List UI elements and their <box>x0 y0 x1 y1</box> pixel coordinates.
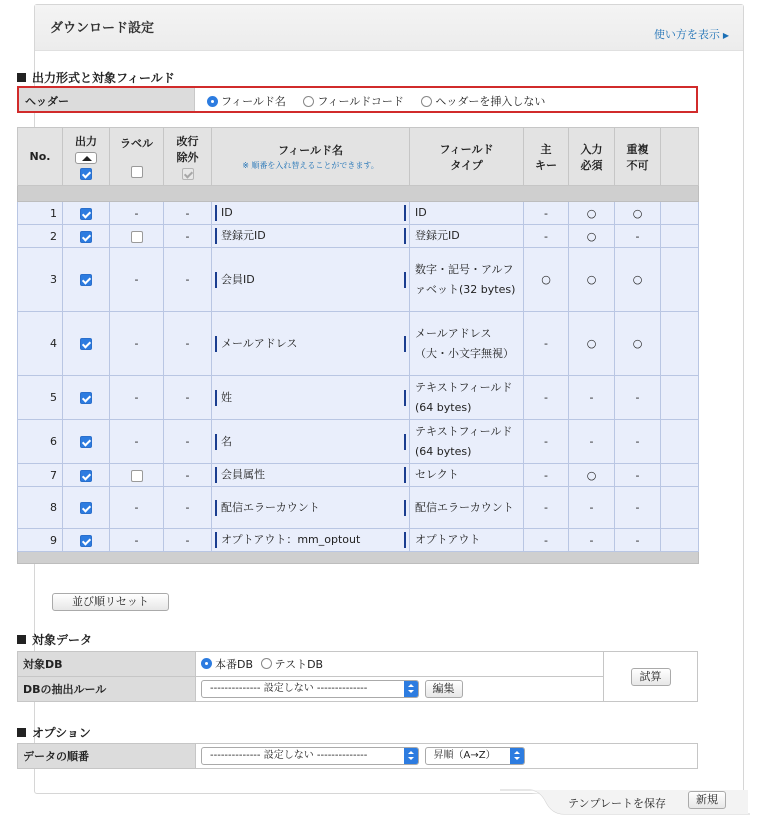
label-cell: - <box>110 420 164 464</box>
label-cell <box>110 464 164 487</box>
row-no: 2 <box>18 225 63 248</box>
table-row <box>18 376 699 420</box>
required-cell: ○ <box>569 312 615 376</box>
field-type-cell: オプトアウト <box>410 529 524 552</box>
order-cell <box>196 744 698 769</box>
target-section-title: 対象データ <box>17 631 92 648</box>
output-checkbox[interactable] <box>80 274 92 286</box>
field-type-cell: メールアドレス（大・小文字無視） <box>410 312 524 376</box>
field-name[interactable]: 登録元ID <box>215 228 406 244</box>
spacer-cell <box>661 312 699 376</box>
field-name[interactable]: 配信エラーカウント <box>215 500 406 516</box>
field-name-cell[interactable] <box>212 202 410 225</box>
col-primary-key: 主 キー <box>524 128 569 186</box>
option-section-title: オプション <box>17 724 91 741</box>
primary-key-cell: ○ <box>524 248 569 312</box>
row-no: 8 <box>18 487 63 529</box>
output-cell <box>63 529 110 552</box>
table-subheader <box>18 186 699 202</box>
option-table <box>17 743 698 769</box>
row-no: 4 <box>18 312 63 376</box>
field-name[interactable]: 会員ID <box>215 272 406 288</box>
sort-up-icon[interactable] <box>75 152 97 164</box>
label-cell: - <box>110 376 164 420</box>
col-label: ラベル <box>110 128 164 186</box>
linebreak-cell: - <box>164 464 212 487</box>
linebreak-cell: - <box>164 376 212 420</box>
header-radio-group <box>207 93 559 110</box>
label-cell: - <box>110 312 164 376</box>
target-db-cell <box>196 652 604 677</box>
output-checkbox[interactable] <box>80 436 92 448</box>
target-data-table <box>17 651 698 702</box>
output-cell <box>63 464 110 487</box>
spacer-cell <box>661 225 699 248</box>
field-type-cell: セレクト <box>410 464 524 487</box>
panel-title: ダウンロード設定 <box>50 21 155 36</box>
unique-cell: - <box>615 464 661 487</box>
spacer-cell <box>661 420 699 464</box>
field-name-cell[interactable] <box>212 529 410 552</box>
field-name-cell[interactable] <box>212 420 410 464</box>
help-link[interactable]: 使い方を表示 ▶ <box>653 28 729 41</box>
spacer-cell <box>661 202 699 225</box>
field-name[interactable]: オプトアウト：mm_optout <box>215 532 406 548</box>
order-field-select[interactable]: -------------- 設定しない -------------- <box>201 747 419 765</box>
output-cell <box>63 376 110 420</box>
unique-cell: - <box>615 225 661 248</box>
field-name-cell[interactable] <box>212 487 410 529</box>
linebreak-all-checkbox <box>182 168 194 180</box>
required-cell: - <box>569 420 615 464</box>
radio-db-test[interactable]: テストDB <box>261 656 324 672</box>
unique-cell: ○ <box>615 248 661 312</box>
required-cell: - <box>569 529 615 552</box>
linebreak-cell: - <box>164 312 212 376</box>
col-output: 出力 <box>63 128 110 186</box>
output-cell <box>63 202 110 225</box>
field-type-cell: ID <box>410 202 524 225</box>
primary-key-cell: - <box>524 376 569 420</box>
header-setting-row <box>17 86 698 113</box>
row-no: 6 <box>18 420 63 464</box>
table-footer <box>18 552 699 564</box>
header-label: ヘッダー <box>19 88 195 111</box>
output-checkbox[interactable] <box>80 392 92 404</box>
field-type-cell: 数字・記号・アルファベット(32 bytes) <box>410 248 524 312</box>
chevron-updown-icon <box>404 681 418 697</box>
linebreak-cell: - <box>164 529 212 552</box>
output-checkbox[interactable] <box>80 502 92 514</box>
output-cell <box>63 487 110 529</box>
rule-label: DBの抽出ルール <box>18 677 196 702</box>
unique-cell: - <box>615 529 661 552</box>
primary-key-cell: - <box>524 529 569 552</box>
field-name-cell[interactable] <box>212 464 410 487</box>
rule-cell <box>196 677 604 702</box>
col-required: 入力 必須 <box>569 128 615 186</box>
unique-cell: ○ <box>615 312 661 376</box>
field-name-cell[interactable] <box>212 225 410 248</box>
field-type-cell: 登録元ID <box>410 225 524 248</box>
label-cell: - <box>110 487 164 529</box>
rule-select[interactable]: -------------- 設定しない -------------- <box>201 680 419 698</box>
required-cell: ○ <box>569 225 615 248</box>
label-cell: - <box>110 529 164 552</box>
target-db-label: 対象DB <box>18 652 196 677</box>
output-cell <box>63 420 110 464</box>
triangle-right-icon: ▶ <box>722 31 729 40</box>
output-checkbox[interactable] <box>80 470 92 482</box>
field-type-cell: 配信エラーカウント <box>410 487 524 529</box>
radio-header-field-name[interactable]: フィールド名 <box>207 93 286 109</box>
linebreak-cell: - <box>164 487 212 529</box>
radio-header-none[interactable]: ヘッダーを挿入しない <box>421 93 545 109</box>
primary-key-cell: - <box>524 225 569 248</box>
label-cell <box>110 225 164 248</box>
linebreak-cell: - <box>164 202 212 225</box>
table-row <box>18 225 699 248</box>
primary-key-cell: - <box>524 420 569 464</box>
radio-db-production[interactable]: 本番DB <box>201 656 253 672</box>
col-spacer <box>661 128 699 186</box>
field-name[interactable]: メールアドレス <box>215 336 406 352</box>
new-template-button[interactable]: 新規 <box>688 791 726 809</box>
field-type-cell: テキストフィールド(64 bytes) <box>410 420 524 464</box>
table-row <box>18 420 699 464</box>
primary-key-cell: - <box>524 202 569 225</box>
label-cell: - <box>110 202 164 225</box>
calc-cell <box>604 652 698 702</box>
col-unique: 重複 不可 <box>615 128 661 186</box>
reorder-note: ※ 順番を入れ替えることができます。 <box>242 161 379 170</box>
row-no: 5 <box>18 376 63 420</box>
label-checkbox[interactable] <box>131 231 143 243</box>
label-checkbox[interactable] <box>131 470 143 482</box>
table-row <box>18 529 699 552</box>
output-cell <box>63 312 110 376</box>
table-row <box>18 312 699 376</box>
spacer-cell <box>661 529 699 552</box>
field-name[interactable]: 会員属性 <box>215 467 406 483</box>
field-name[interactable]: 名 <box>215 434 406 450</box>
label-cell: - <box>110 248 164 312</box>
label-all-checkbox[interactable] <box>131 166 143 178</box>
reset-order-button[interactable]: 並び順リセット <box>52 593 169 611</box>
order-label: データの順番 <box>18 744 196 769</box>
field-name-cell[interactable] <box>212 376 410 420</box>
edit-rule-button[interactable]: 編集 <box>425 680 463 698</box>
primary-key-cell: - <box>524 464 569 487</box>
output-all-checkbox[interactable] <box>80 168 92 180</box>
table-row <box>18 487 699 529</box>
unique-cell: - <box>615 420 661 464</box>
field-name-cell[interactable] <box>212 248 410 312</box>
output-checkbox[interactable] <box>80 535 92 547</box>
radio-header-field-code[interactable]: フィールドコード <box>303 93 403 109</box>
panel-header <box>35 5 743 51</box>
output-checkbox[interactable] <box>80 338 92 350</box>
output-section-title: 出力形式と対象フィールド <box>17 69 175 86</box>
save-template-label: テンプレートを保存 <box>568 797 667 810</box>
row-no: 1 <box>18 202 63 225</box>
field-name-cell[interactable] <box>212 312 410 376</box>
calc-button[interactable]: 試算 <box>631 668 671 686</box>
required-cell: - <box>569 376 615 420</box>
linebreak-cell: - <box>164 420 212 464</box>
row-no: 9 <box>18 529 63 552</box>
output-cell <box>63 248 110 312</box>
output-checkbox[interactable] <box>80 208 92 220</box>
required-cell: - <box>569 487 615 529</box>
unique-cell: - <box>615 487 661 529</box>
chevron-updown-icon <box>510 748 524 764</box>
col-field-type: フィールド タイプ <box>410 128 524 186</box>
primary-key-cell: - <box>524 487 569 529</box>
row-no: 7 <box>18 464 63 487</box>
field-name[interactable]: ID <box>215 205 406 221</box>
unique-cell: - <box>615 376 661 420</box>
linebreak-cell: - <box>164 248 212 312</box>
spacer-cell <box>661 248 699 312</box>
row-no: 3 <box>18 248 63 312</box>
required-cell: ○ <box>569 464 615 487</box>
unique-cell: ○ <box>615 202 661 225</box>
linebreak-cell: - <box>164 225 212 248</box>
chevron-updown-icon <box>404 748 418 764</box>
output-cell <box>63 225 110 248</box>
output-checkbox[interactable] <box>80 231 92 243</box>
col-field-name: フィールド名 ※ 順番を入れ替えることができます。 <box>212 128 410 186</box>
required-cell: ○ <box>569 248 615 312</box>
primary-key-cell: - <box>524 312 569 376</box>
col-linebreak: 改行 除外 <box>164 128 212 186</box>
required-cell: ○ <box>569 202 615 225</box>
spacer-cell <box>661 376 699 420</box>
order-direction-select[interactable]: 昇順（A→Z） <box>425 747 525 765</box>
table-row <box>18 248 699 312</box>
field-type-cell: テキストフィールド(64 bytes) <box>410 376 524 420</box>
field-table <box>17 127 699 564</box>
table-row <box>18 464 699 487</box>
col-no: No. <box>18 128 63 186</box>
spacer-cell <box>661 487 699 529</box>
spacer-cell <box>661 464 699 487</box>
field-name[interactable]: 姓 <box>215 390 406 406</box>
table-row <box>18 202 699 225</box>
